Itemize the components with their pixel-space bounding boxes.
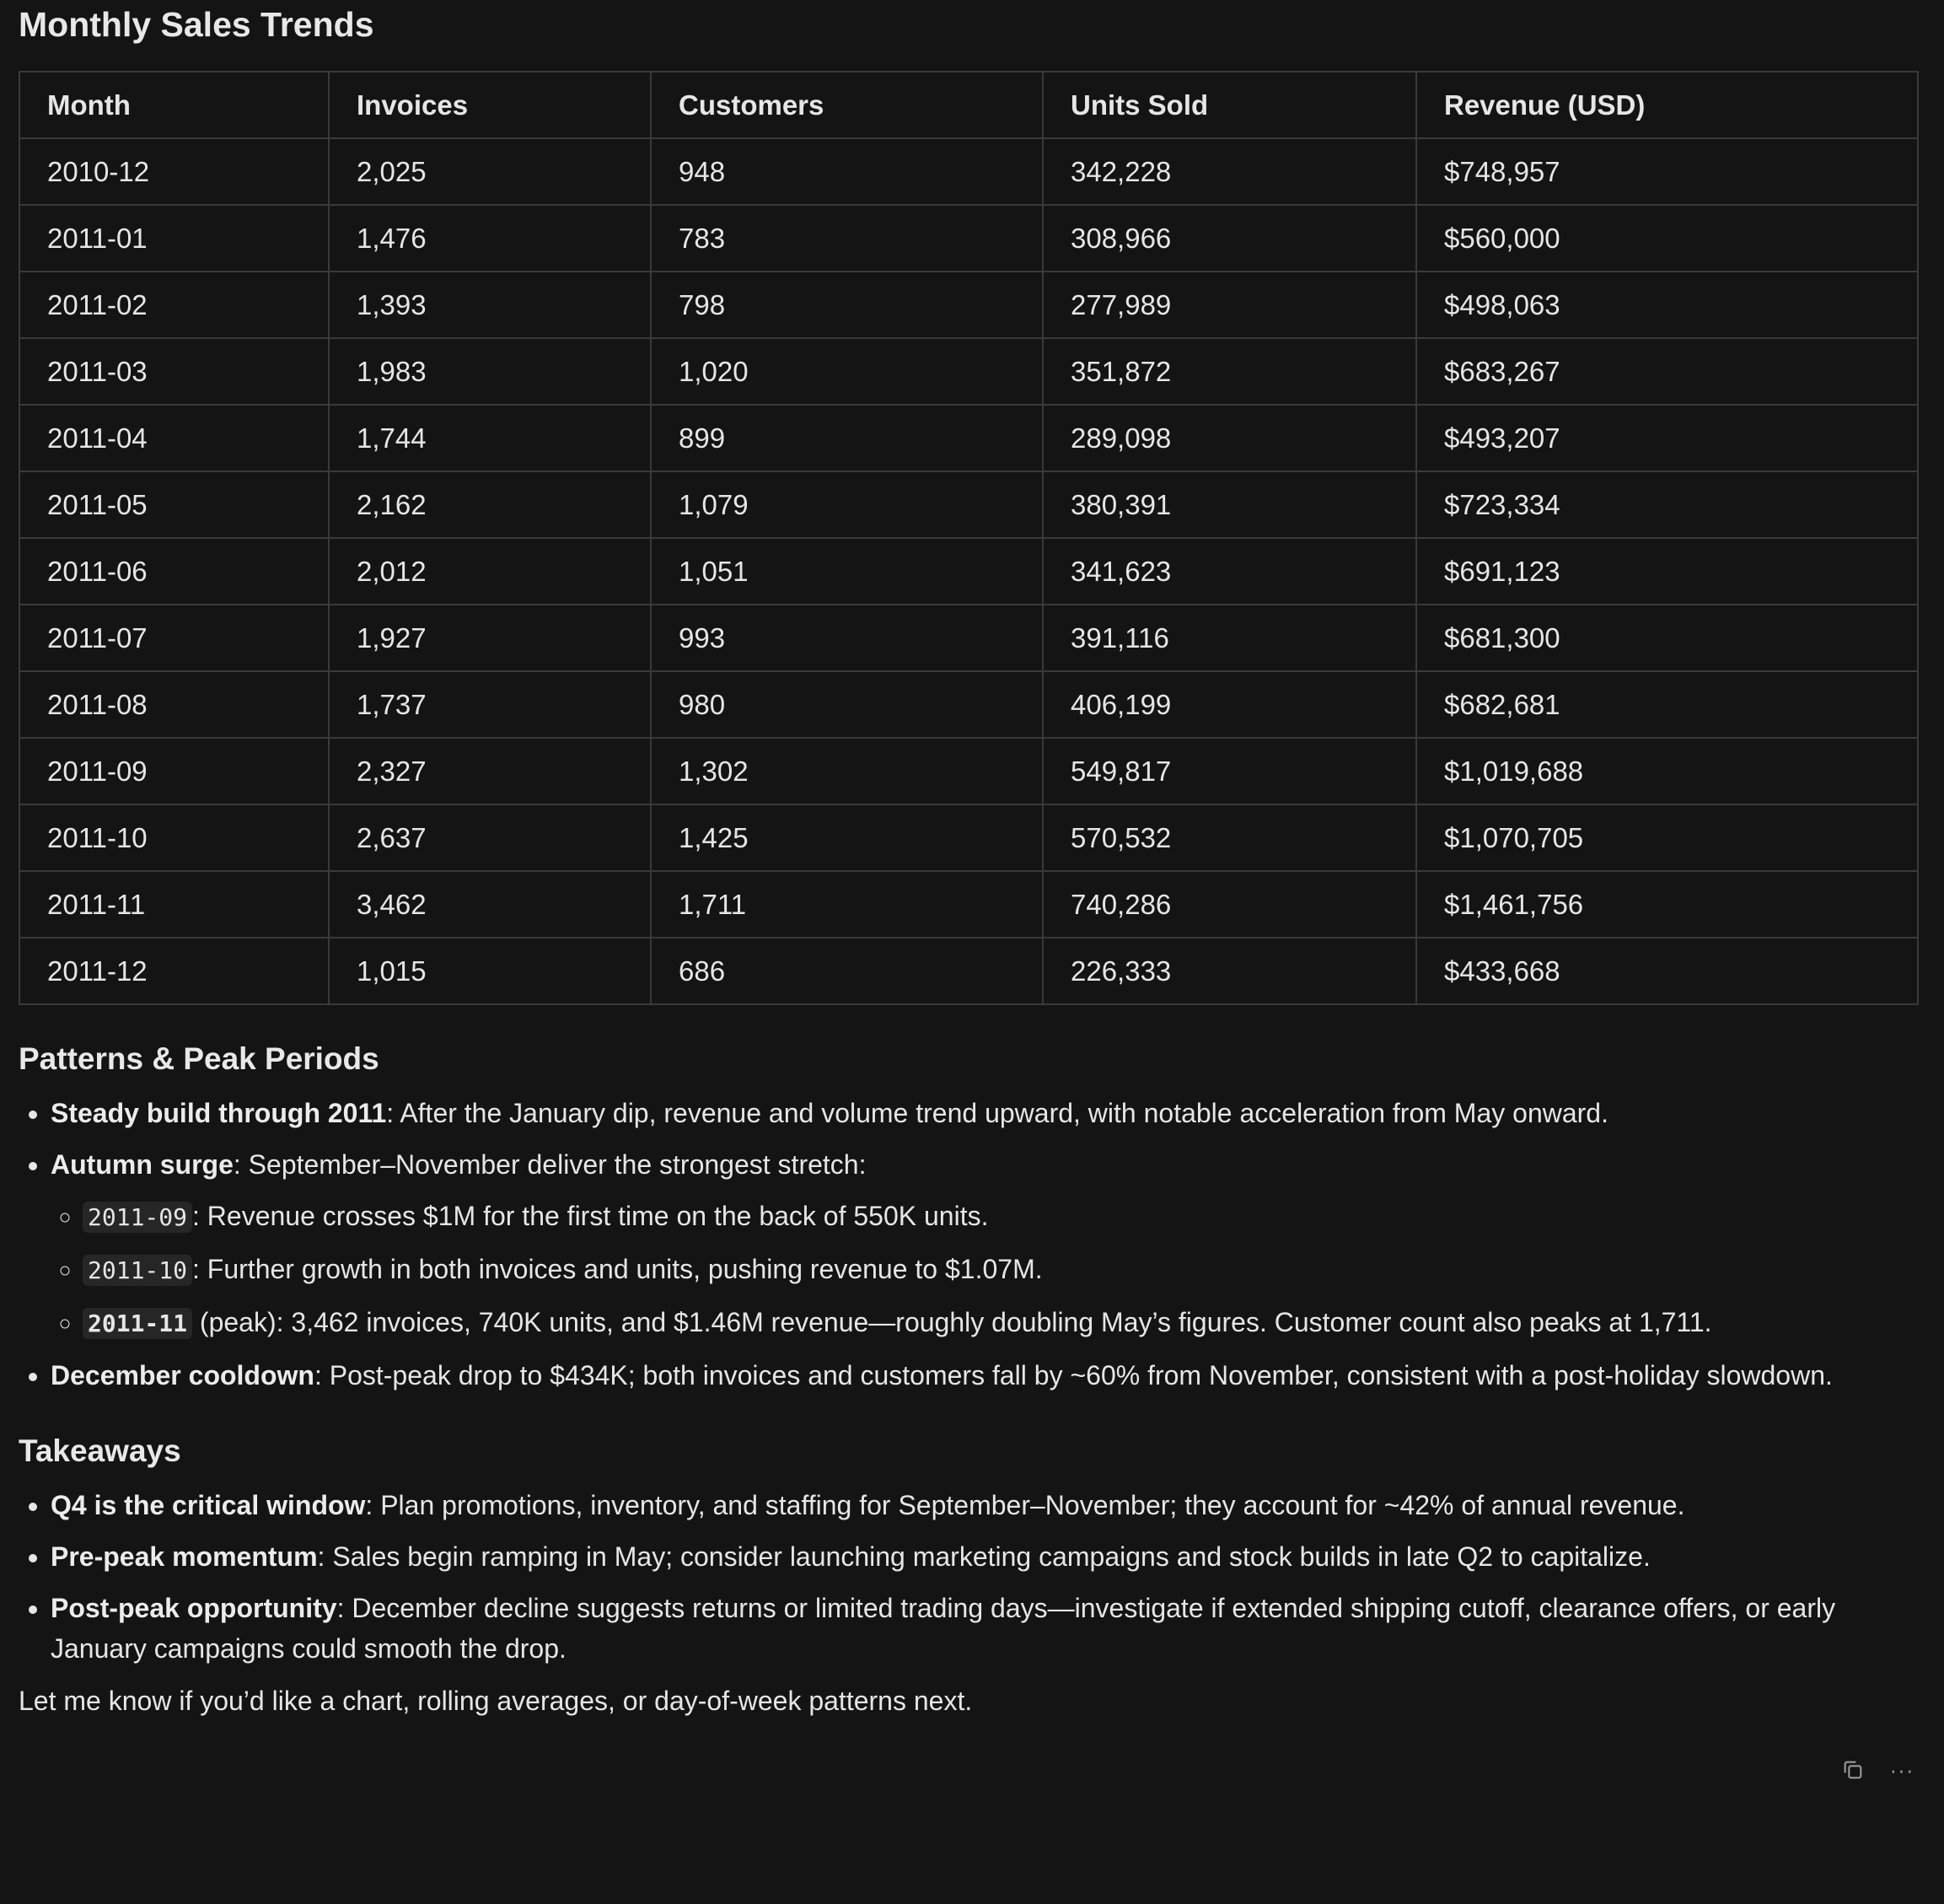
cell-units-sold: 406,199 bbox=[1043, 671, 1416, 738]
message-actions bbox=[1839, 1756, 1915, 1783]
cell-month: 2010-12 bbox=[19, 138, 329, 205]
cell-units-sold: 226,333 bbox=[1043, 938, 1416, 1004]
bullet-text: : December decline suggests returns or limited trading days—investigate if extended shipping cutoff, clearance offers, or early January campaigns could smooth the drop. bbox=[51, 1593, 1836, 1664]
bullet-title: Post-peak opportunity bbox=[51, 1593, 337, 1623]
list-item bbox=[83, 1302, 1925, 1344]
cell-customers: 686 bbox=[651, 938, 1043, 1004]
cell-revenue: $723,334 bbox=[1416, 471, 1918, 538]
cell-units-sold: 380,391 bbox=[1043, 471, 1416, 538]
cell-units-sold: 289,098 bbox=[1043, 405, 1416, 471]
table-row bbox=[19, 538, 1918, 605]
bullet-text: : Plan promotions, inventory, and staffing for September–November; they account for ~42% of annual revenue. bbox=[365, 1490, 1685, 1520]
cell-invoices: 2,012 bbox=[329, 538, 651, 605]
table-header-row bbox=[19, 72, 1918, 138]
cell-customers: 1,051 bbox=[651, 538, 1043, 605]
list-item bbox=[51, 1485, 1925, 1525]
autumn-sublist bbox=[51, 1196, 1925, 1344]
cell-customers: 980 bbox=[651, 671, 1043, 738]
cell-units-sold: 549,817 bbox=[1043, 738, 1416, 804]
cell-month: 2011-12 bbox=[19, 938, 329, 1004]
cell-month: 2011-09 bbox=[19, 738, 329, 804]
cell-revenue: $683,267 bbox=[1416, 338, 1918, 405]
cell-invoices: 1,983 bbox=[329, 338, 651, 405]
cell-customers: 993 bbox=[651, 605, 1043, 671]
cell-customers: 783 bbox=[651, 205, 1043, 272]
inline-code: 2011-10 bbox=[83, 1255, 192, 1286]
table-row bbox=[19, 338, 1918, 405]
cell-revenue: $498,063 bbox=[1416, 272, 1918, 338]
cell-customers: 1,711 bbox=[651, 871, 1043, 938]
table-row bbox=[19, 138, 1918, 205]
cell-invoices: 1,927 bbox=[329, 605, 651, 671]
cell-revenue: $1,019,688 bbox=[1416, 738, 1918, 804]
cell-customers: 1,302 bbox=[651, 738, 1043, 804]
bullet-text: : September–November deliver the strongest stretch: bbox=[233, 1149, 867, 1180]
cell-revenue: $748,957 bbox=[1416, 138, 1918, 205]
cell-invoices: 2,327 bbox=[329, 738, 651, 804]
cell-invoices: 1,393 bbox=[329, 272, 651, 338]
cell-units-sold: 391,116 bbox=[1043, 605, 1416, 671]
cell-month: 2011-11 bbox=[19, 871, 329, 938]
table-row bbox=[19, 405, 1918, 471]
copy-button[interactable] bbox=[1839, 1756, 1866, 1783]
cell-units-sold: 351,872 bbox=[1043, 338, 1416, 405]
cell-revenue: $691,123 bbox=[1416, 538, 1918, 605]
cell-customers: 798 bbox=[651, 272, 1043, 338]
cell-units-sold: 570,532 bbox=[1043, 804, 1416, 871]
cell-month: 2011-08 bbox=[19, 671, 329, 738]
table-row bbox=[19, 272, 1918, 338]
cell-month: 2011-04 bbox=[19, 405, 329, 471]
list-item bbox=[51, 1355, 1925, 1396]
cell-invoices: 2,025 bbox=[329, 138, 651, 205]
list-item bbox=[51, 1588, 1925, 1669]
cell-revenue: $560,000 bbox=[1416, 205, 1918, 272]
cell-customers: 1,079 bbox=[651, 471, 1043, 538]
takeaways-list bbox=[19, 1485, 1925, 1669]
bullet-text: : After the January dip, revenue and volume trend upward, with notable acceleration from May onward. bbox=[386, 1098, 1608, 1128]
cell-revenue: $493,207 bbox=[1416, 405, 1918, 471]
inline-code: 2011-09 bbox=[83, 1202, 192, 1233]
column-header-month: Month bbox=[19, 72, 329, 138]
table-row bbox=[19, 671, 1918, 738]
cell-month: 2011-07 bbox=[19, 605, 329, 671]
cell-units-sold: 277,989 bbox=[1043, 272, 1416, 338]
inline-code: 2011-11 bbox=[83, 1308, 192, 1339]
cell-customers: 1,425 bbox=[651, 804, 1043, 871]
takeaways-heading: Takeaways bbox=[19, 1433, 181, 1468]
table-body bbox=[19, 138, 1918, 1004]
table-row bbox=[19, 205, 1918, 272]
list-item bbox=[51, 1093, 1925, 1133]
table-row bbox=[19, 804, 1918, 871]
cell-invoices: 1,476 bbox=[329, 205, 651, 272]
column-header-units-sold: Units Sold bbox=[1043, 72, 1416, 138]
more-icon: ··· bbox=[1889, 1756, 1914, 1783]
cell-month: 2011-05 bbox=[19, 471, 329, 538]
column-header-revenue: Revenue (USD) bbox=[1416, 72, 1918, 138]
patterns-heading: Patterns & Peak Periods bbox=[19, 1041, 379, 1076]
page-title: Monthly Sales Trends bbox=[19, 5, 374, 44]
cell-month: 2011-02 bbox=[19, 272, 329, 338]
table-row bbox=[19, 471, 1918, 538]
patterns-list bbox=[19, 1093, 1925, 1396]
cell-units-sold: 341,623 bbox=[1043, 538, 1416, 605]
copy-icon bbox=[1841, 1758, 1865, 1782]
column-header-invoices: Invoices bbox=[329, 72, 651, 138]
cell-revenue: $1,461,756 bbox=[1416, 871, 1918, 938]
cell-invoices: 1,015 bbox=[329, 938, 651, 1004]
sales-table bbox=[19, 71, 1919, 1005]
cell-revenue: $682,681 bbox=[1416, 671, 1918, 738]
bullet-text: : Post-peak drop to $434K; both invoices and customers fall by ~60% from November, consistent with a post-holiday slowdown. bbox=[314, 1360, 1833, 1390]
cell-invoices: 1,744 bbox=[329, 405, 651, 471]
list-item bbox=[83, 1196, 1925, 1238]
cell-revenue: $681,300 bbox=[1416, 605, 1918, 671]
cell-units-sold: 308,966 bbox=[1043, 205, 1416, 272]
table-row bbox=[19, 871, 1918, 938]
cell-revenue: $433,668 bbox=[1416, 938, 1918, 1004]
cell-units-sold: 740,286 bbox=[1043, 871, 1416, 938]
list-item bbox=[51, 1536, 1925, 1577]
cell-units-sold: 342,228 bbox=[1043, 138, 1416, 205]
cell-invoices: 3,462 bbox=[329, 871, 651, 938]
bullet-text: : Further growth in both invoices and units, pushing revenue to $1.07M. bbox=[192, 1254, 1043, 1284]
bullet-title: December cooldown bbox=[51, 1360, 314, 1390]
bullet-title: Q4 is the critical window bbox=[51, 1490, 366, 1520]
closing-text: Let me know if you’d like a chart, rolling averages, or day-of-week patterns next. bbox=[19, 1686, 973, 1716]
cell-revenue: $1,070,705 bbox=[1416, 804, 1918, 871]
cell-customers: 948 bbox=[651, 138, 1043, 205]
more-options-button[interactable] bbox=[1888, 1756, 1915, 1783]
cell-customers: 899 bbox=[651, 405, 1043, 471]
list-item bbox=[83, 1249, 1925, 1291]
bullet-text: (peak): 3,462 invoices, 740K units, and $1.46M revenue—roughly doubling May’s figures. Customer count also peaks at 1,711. bbox=[192, 1307, 1712, 1337]
cell-month: 2011-03 bbox=[19, 338, 329, 405]
bullet-title: Autumn surge bbox=[51, 1149, 234, 1180]
cell-invoices: 2,162 bbox=[329, 471, 651, 538]
bullet-text: : Revenue crosses $1M for the first time on the back of 550K units. bbox=[192, 1201, 989, 1231]
cell-month: 2011-06 bbox=[19, 538, 329, 605]
cell-month: 2011-01 bbox=[19, 205, 329, 272]
table-row bbox=[19, 738, 1918, 804]
cell-invoices: 1,737 bbox=[329, 671, 651, 738]
cell-customers: 1,020 bbox=[651, 338, 1043, 405]
bullet-title: Steady build through 2011 bbox=[51, 1098, 387, 1128]
cell-invoices: 2,637 bbox=[329, 804, 651, 871]
list-item bbox=[51, 1144, 1925, 1344]
bullet-title: Pre-peak momentum bbox=[51, 1541, 318, 1572]
cell-month: 2011-10 bbox=[19, 804, 329, 871]
column-header-customers: Customers bbox=[651, 72, 1043, 138]
table-row bbox=[19, 938, 1918, 1004]
bullet-text: : Sales begin ramping in May; consider launching marketing campaigns and stock builds in late Q2 to capitalize. bbox=[317, 1541, 1651, 1572]
table-row bbox=[19, 605, 1918, 671]
